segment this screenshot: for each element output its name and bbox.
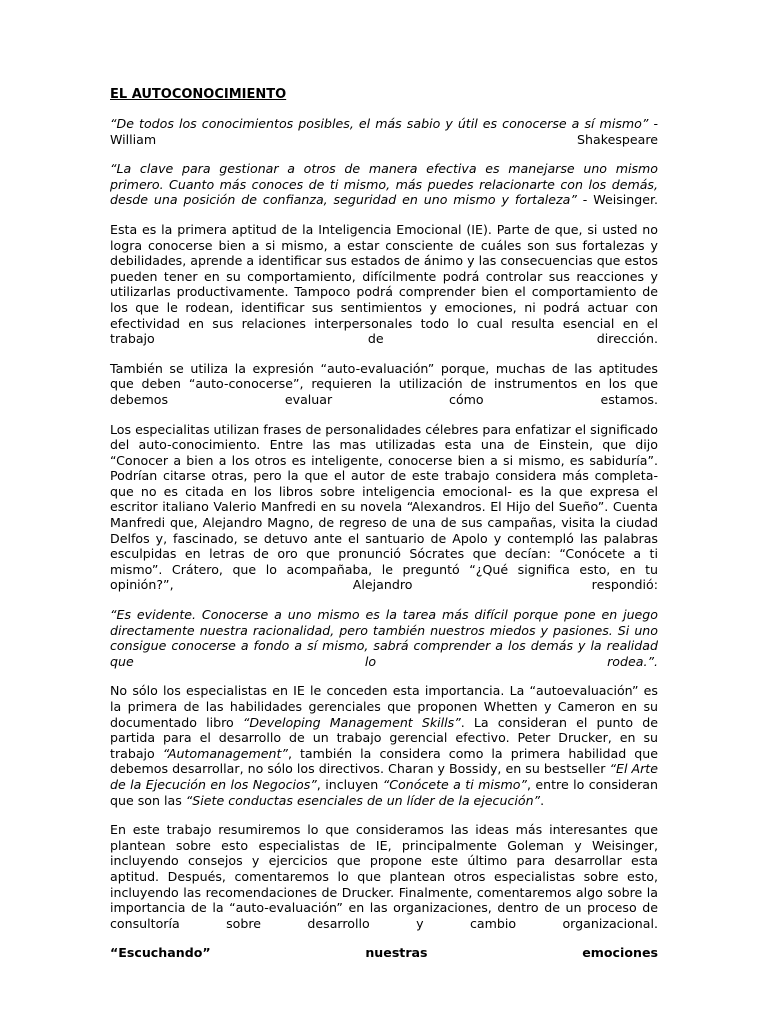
quote-inline: “Conócete a ti mismo” — [382, 776, 527, 792]
text-segment: , entre lo consideran que son las — [110, 776, 659, 808]
quote-shakespeare — [110, 116, 658, 147]
text-segment: . La consideran el punto de partida para el desarrollo de un trabajo gerencial efectivo. Peter Drucker, en su trabajo — [110, 714, 658, 761]
quote-alejandro: “Es evidente. Conocerse a uno mismo es la tarea más difícil porque pone en juego directamente nuestra racionalidad, pero también nuestros miedos y pasiones. Si uno consigue conocerse a fondo a sí mismo, sabrá comprender a los demás y la realidad que lo rodea.”. — [110, 607, 658, 669]
document-title: EL AUTOCONOCIMIENTO — [110, 87, 287, 102]
paragraph-einstein-manfredi: Los especialitas utilizan frases de personalidades célebres para enfatizar el significado del auto-conocimiento. Entre las mas utilizadas esta una de Einstein, que dijo “Conocer a bien a los otros es inteligente, conocerse bien a si mismo, es sabiduría”. Podrían citarse otras, pero la que el autor de este trabajo considera más completa- que no es citada en los libros sobre inteligencia emocional- es la que expresa el escritor italiano Valerio Manfredi en su novela “Alexandros. El Hijo del Sueño”. Cuenta Manfredi que, Alejandro Magno, de regreso de una de sus campañas, visita la ciudad Delfos y, fascinado, se detuvo ante el santuario de Apolo y contempló las palabras esculpidas en letras de oro que pronunció Sócrates que decían: “Conócete a ti mismo”. Crátero, que lo acompañaba, le preguntó “¿Qué significa esto, en tu opinión?”, Alejandro respondió: — [110, 421, 658, 593]
quote-author: - Weisinger. — [576, 192, 658, 208]
book-title: “Automanagement” — [162, 745, 288, 761]
text-segment: , también la considera como la primera habilidad que debemos desarrollar, no sólo los directivos. Charan y Bossidy, en su bestseller — [110, 745, 658, 777]
paragraph-intro: Esta es la primera aptitud de la Inteligencia Emocional (IE). Parte de que, si usted no logra conocerse bien a si mismo, a estar consciente de cuáles son sus fortalezas y debilidades, aprende a identificar sus estados de ánimo y las consecuencias que estos pueden tener en su comportamiento, difícilmente podrá controlar sus reacciones y utilizarlas productivamente. Tampoco podrá comprender bien el comportamiento de los que le rodean, identificar sus sentimientos y emociones, ni podrá actuar con efectividad en sus relaciones interpersonales todo lo cual resulta esencial en el trabajo de dirección. — [110, 221, 658, 347]
paragraph-autoevaluacion: También se utiliza la expresión “auto-evaluación” porque, muchas de las aptitudes que deben “auto-conocerse”, requieren la utilización de instrumentos en los que debemos evaluar cómo estamos. — [110, 360, 658, 407]
paragraph-resumen: En este trabajo resumiremos lo que consideramos las ideas más interesantes que plantean sobre esto especialistas de IE, principalmente Goleman y Weisinger, incluyendo consejos y ejercicios que propone este último para desarrollar esta aptitud. Después, comentaremos lo que plantean otros especialistas sobre esto, incluyendo las recomendaciones de Drucker. Finalmente, comentaremos algo sobre la importancia de la “auto-evaluación” en las organizaciones, dentro de un proceso de consultoría sobre desarrollo y cambio organizacional. — [110, 822, 658, 931]
paragraph-habilidades — [110, 683, 658, 808]
text-segment: No sólo los especialistas en IE le conceden esta importancia. La “autoevaluación” es la primera de las habilidades gerenciales que proponen Whetten y Cameron en su documentado libro — [110, 683, 658, 730]
quote-weisinger — [110, 161, 658, 208]
book-title: “El Arte de la Ejecución en los Negocios” — [110, 761, 658, 792]
quote-text: “La clave para gestionar a otros de manera efectiva es manejarse uno mismo primero. Cuanto más conoces de ti mismo, más puedes relacionarte con los demás, desde una posición de confianza, seguridad en uno mismo y fortaleza” — [110, 161, 658, 208]
text-segment: . — [540, 792, 545, 808]
book-title: “Developing Management Skills” — [242, 714, 461, 730]
quote-author: - William Shakespeare — [110, 116, 658, 147]
document-page — [110, 86, 658, 961]
text-segment: , incluyen — [316, 776, 383, 792]
section-heading: “Escuchando” nuestras emociones — [110, 945, 658, 961]
quote-inline: “Siete conductas esenciales de un líder de la ejecución” — [185, 792, 541, 808]
quote-text: “De todos los conocimientos posibles, el más sabio y útil es conocerse a sí mismo” — [110, 116, 649, 131]
